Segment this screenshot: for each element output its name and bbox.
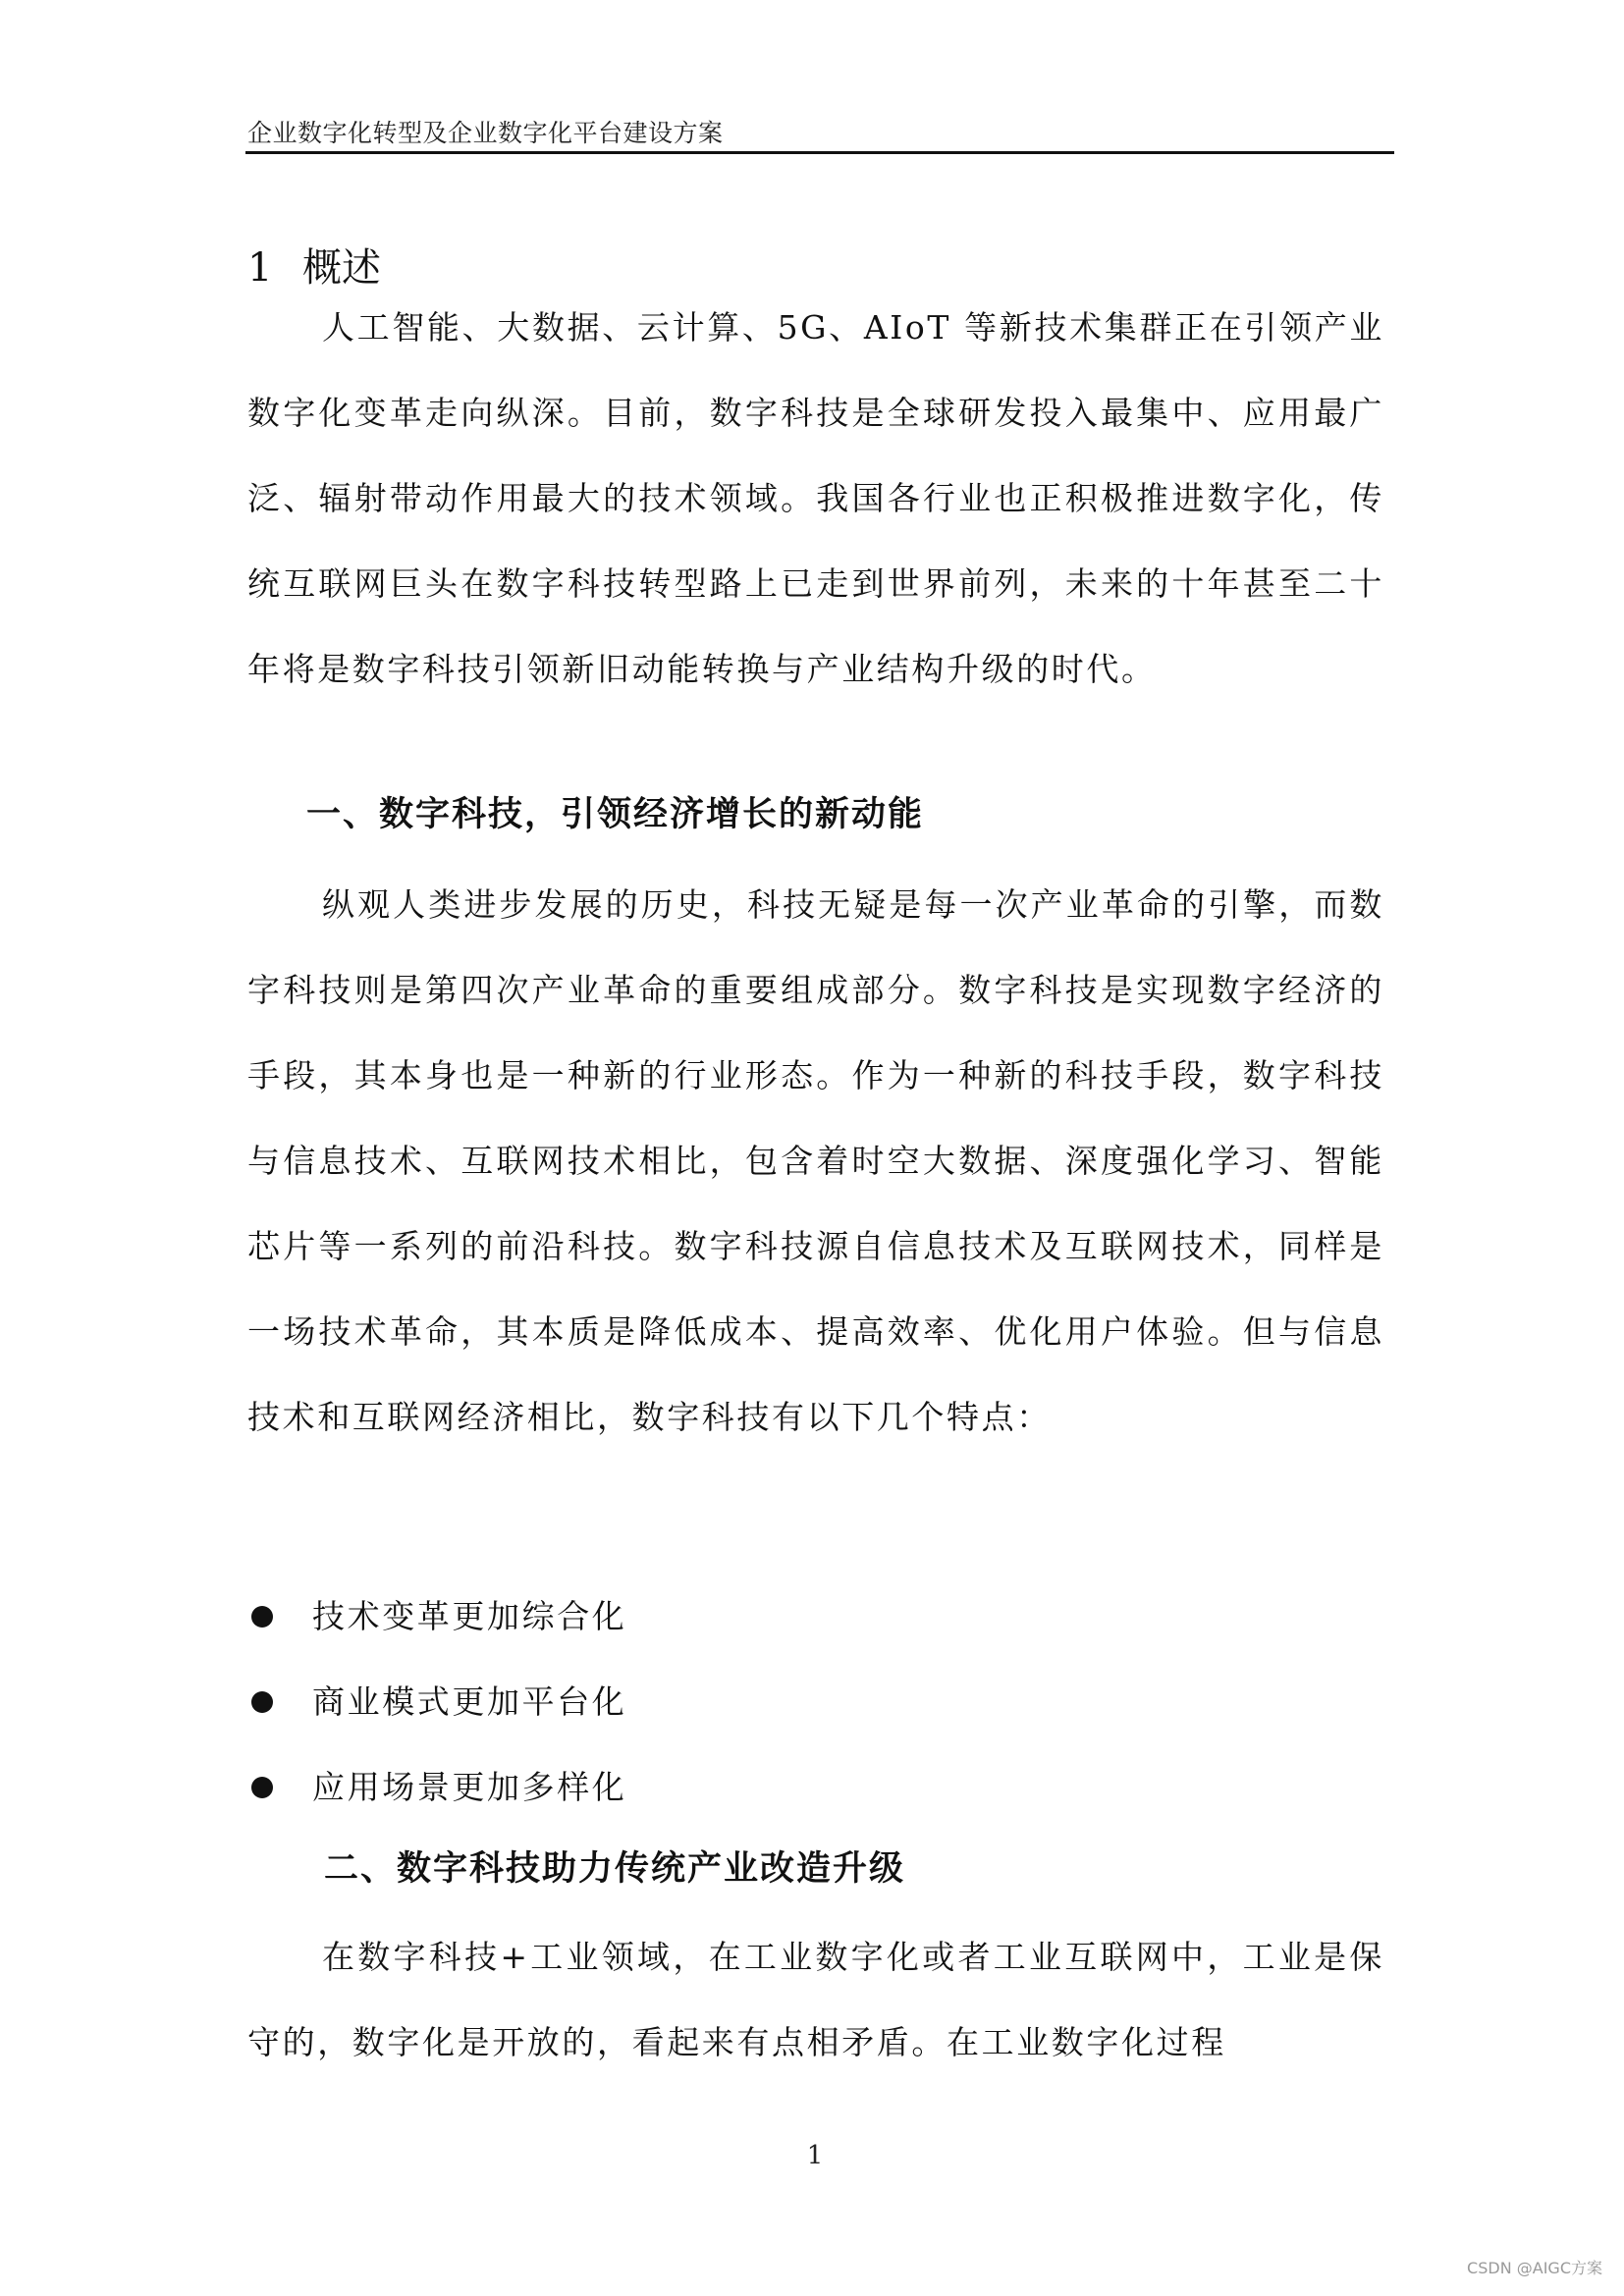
bullet-dot-icon (251, 1606, 273, 1628)
running-header: 企业数字化转型及企业数字化平台建设方案 (247, 119, 724, 147)
chapter-title-text: 概述 (302, 244, 381, 291)
list-item (247, 1574, 1131, 1659)
intro-paragraph: 人工智能、大数据、云计算、5G、AIoT 等新技术集群正在引领产业数字化变革走向纵深。目前，数字科技是全球研发投入最集中、应用最广泛、辐射带动作用最大的技术领域。我国各行业也正积极推进数字化，传统互联网巨头在数字科技转型路上已走到世界前列，未来的十年甚至二十年将是数字科技引领新旧动能转换与产业结构升级的时代。 (247, 308, 1384, 688)
section-2-paragraph: 在数字科技+工业领域，在工业数字化或者工业互联网中，工业是保守的，数字化是开放的，看起来有点相矛盾。在工业数字化过程 (247, 1938, 1384, 2061)
bullet-label: 应用场景更加多样化 (312, 1768, 627, 1806)
section-2-heading: 二、数字科技助力传统产业改造升级 (324, 1849, 906, 1889)
bullet-label: 技术变革更加综合化 (312, 1597, 627, 1635)
section-1-paragraph: 纵观人类进步发展的历史，科技无疑是每一次产业革命的引擎，而数字科技则是第四次产业革命的重要组成部分。数字科技是实现数字经济的手段，其本身也是一种新的行业形态。作为一种新的科技手段，数字科技与信息技术、互联网技术相比，包含着时空大数据、深度强化学习、智能芯片等一系列的前沿科技。数字科技源自信息技术及互联网技术，同样是一场技术革命，其本质是降低成本、提高效率、优化用户体验。但与信息技术和互联网经济相比，数字科技有以下几个特点： (247, 885, 1384, 1436)
feature-bullet-list (247, 1574, 1131, 1830)
bullet-dot-icon (251, 1777, 273, 1798)
list-item (247, 1659, 1131, 1744)
section-1-heading: 一、数字科技，引领经济增长的新动能 (306, 795, 925, 834)
header-rule (245, 151, 1394, 154)
watermark: CSDN @AIGC方案 (1467, 2259, 1602, 2277)
chapter-number: 1 (247, 244, 273, 291)
page-number: 1 (806, 2141, 824, 2170)
list-item (247, 1744, 1131, 1830)
bullet-dot-icon (251, 1691, 273, 1713)
bullet-label: 商业模式更加平台化 (312, 1682, 627, 1721)
